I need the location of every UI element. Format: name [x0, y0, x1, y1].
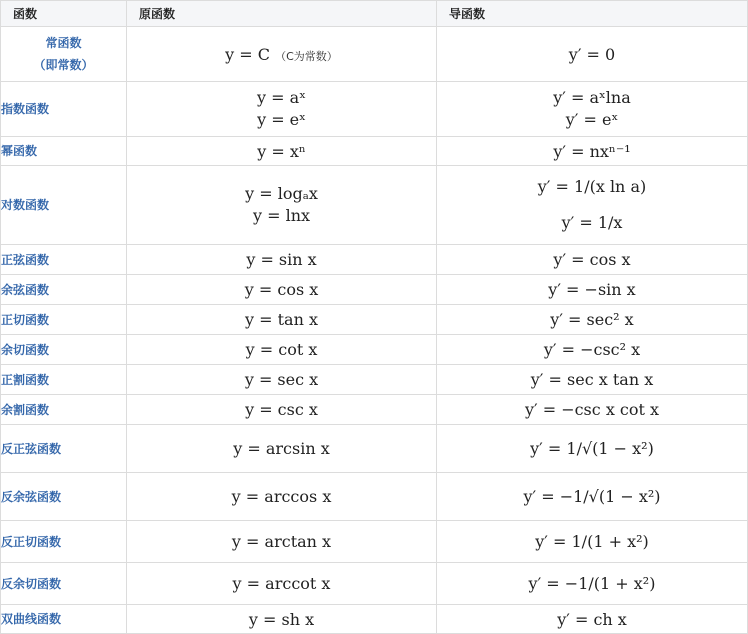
original-formula: y = lnx [252, 206, 311, 225]
derivative [437, 605, 748, 634]
table-row [1, 395, 748, 425]
original-formula: y = eˣ [257, 110, 306, 129]
original-formula: y = logₐx [245, 184, 318, 203]
function-name: 正切函数 [1, 305, 127, 335]
derivative-formula: y′ = −1/√(1 − x²) [523, 487, 661, 506]
function-name: 对数函数 [1, 166, 127, 245]
derivative [437, 473, 748, 521]
original-function [127, 395, 437, 425]
table-row [1, 137, 748, 166]
derivative-formula: y′ = eˣ [565, 110, 619, 129]
derivative-formula: y′ = cos x [553, 250, 631, 269]
derivative-formula: y′ = −sin x [548, 280, 636, 299]
derivative-formula: y′ = 1/x [561, 213, 623, 232]
original-formula: y = arcsin x [233, 439, 330, 458]
derivative [437, 82, 748, 137]
derivative [437, 27, 748, 82]
table-row [1, 425, 748, 473]
function-name: 余切函数 [1, 335, 127, 365]
derivative [437, 395, 748, 425]
derivative [437, 521, 748, 563]
original-formula: y = cot x [245, 340, 318, 359]
derivative [437, 563, 748, 605]
function-name: 正割函数 [1, 365, 127, 395]
function-name-line: （即常数） [33, 58, 94, 72]
original-function [127, 473, 437, 521]
original-function [127, 82, 437, 137]
derivative [437, 137, 748, 166]
derivative-formula: y′ = 1/(x ln a) [537, 177, 647, 196]
original-formula: y = arccot x [232, 574, 331, 593]
header-function: 函数 [1, 1, 127, 27]
derivative-formula: y′ = sec x tan x [530, 370, 654, 389]
original-function [127, 245, 437, 275]
table-row [1, 27, 748, 82]
original-function [127, 305, 437, 335]
function-name: 正弦函数 [1, 245, 127, 275]
derivative-formula: y′ = ch x [557, 609, 627, 629]
original-function [127, 605, 437, 634]
original-formula: y = cos x [244, 280, 319, 299]
function-name: 双曲线函数 [1, 605, 127, 634]
original-formula: y = xⁿ [257, 141, 306, 161]
derivative-formula: y′ = sec² x [550, 310, 634, 329]
derivative-formula: y′ = 1/(1 + x²) [535, 532, 649, 551]
table-row [1, 563, 748, 605]
table-row [1, 335, 748, 365]
original-formula: y = arctan x [231, 532, 332, 551]
table-row [1, 82, 748, 137]
function-name: 反余切函数 [1, 563, 127, 605]
derivative-formula: y′ = nxⁿ⁻¹ [553, 141, 631, 161]
table-row [1, 605, 748, 634]
function-name: 反余弦函数 [1, 473, 127, 521]
derivative-formula: y′ = 0 [568, 44, 616, 64]
table-row [1, 473, 748, 521]
original-function [127, 365, 437, 395]
table-row [1, 365, 748, 395]
table-row [1, 305, 748, 335]
original-formula: y = csc x [245, 400, 318, 419]
derivative [437, 166, 748, 245]
header-original: 原函数 [127, 1, 437, 27]
derivative [437, 425, 748, 473]
original-formula: y = aˣ [257, 88, 306, 107]
original-formula: y = sh x [248, 609, 315, 629]
function-name: 余弦函数 [1, 275, 127, 305]
original-function [127, 166, 437, 245]
function-name: 反正切函数 [1, 521, 127, 563]
derivative [437, 275, 748, 305]
table-row [1, 275, 748, 305]
header-row [1, 1, 748, 27]
original-formula: y = C [225, 44, 271, 64]
table-row [1, 521, 748, 563]
original-function [127, 563, 437, 605]
function-name: 指数函数 [1, 82, 127, 137]
original-function [127, 335, 437, 365]
header-derivative: 导函数 [437, 1, 748, 27]
original-function [127, 521, 437, 563]
derivative [437, 245, 748, 275]
derivative-formula: y′ = −csc x cot x [524, 400, 660, 419]
original-function [127, 27, 437, 82]
function-name: 反正弦函数 [1, 425, 127, 473]
original-formula: y = sec x [244, 370, 319, 389]
table-row [1, 245, 748, 275]
derivative-formula: y′ = 1/√(1 − x²) [530, 439, 654, 458]
original-formula: y = arccos x [231, 487, 332, 506]
constant-note: （C为常数） [275, 49, 338, 63]
original-function [127, 137, 437, 166]
derivative-formula: y′ = −1/(1 + x²) [528, 574, 656, 593]
function-name [1, 27, 127, 82]
derivative-formula: y′ = −csc² x [543, 340, 641, 359]
function-name: 幂函数 [1, 137, 127, 166]
function-name-line: 常函数 [45, 36, 82, 50]
function-name: 余割函数 [1, 395, 127, 425]
original-function [127, 275, 437, 305]
derivative [437, 335, 748, 365]
derivative-formula: y′ = aˣlna [553, 88, 631, 107]
derivative [437, 305, 748, 335]
original-function [127, 425, 437, 473]
original-formula: y = sin x [246, 250, 317, 269]
derivative [437, 365, 748, 395]
table-row [1, 166, 748, 245]
original-formula: y = tan x [245, 310, 318, 329]
